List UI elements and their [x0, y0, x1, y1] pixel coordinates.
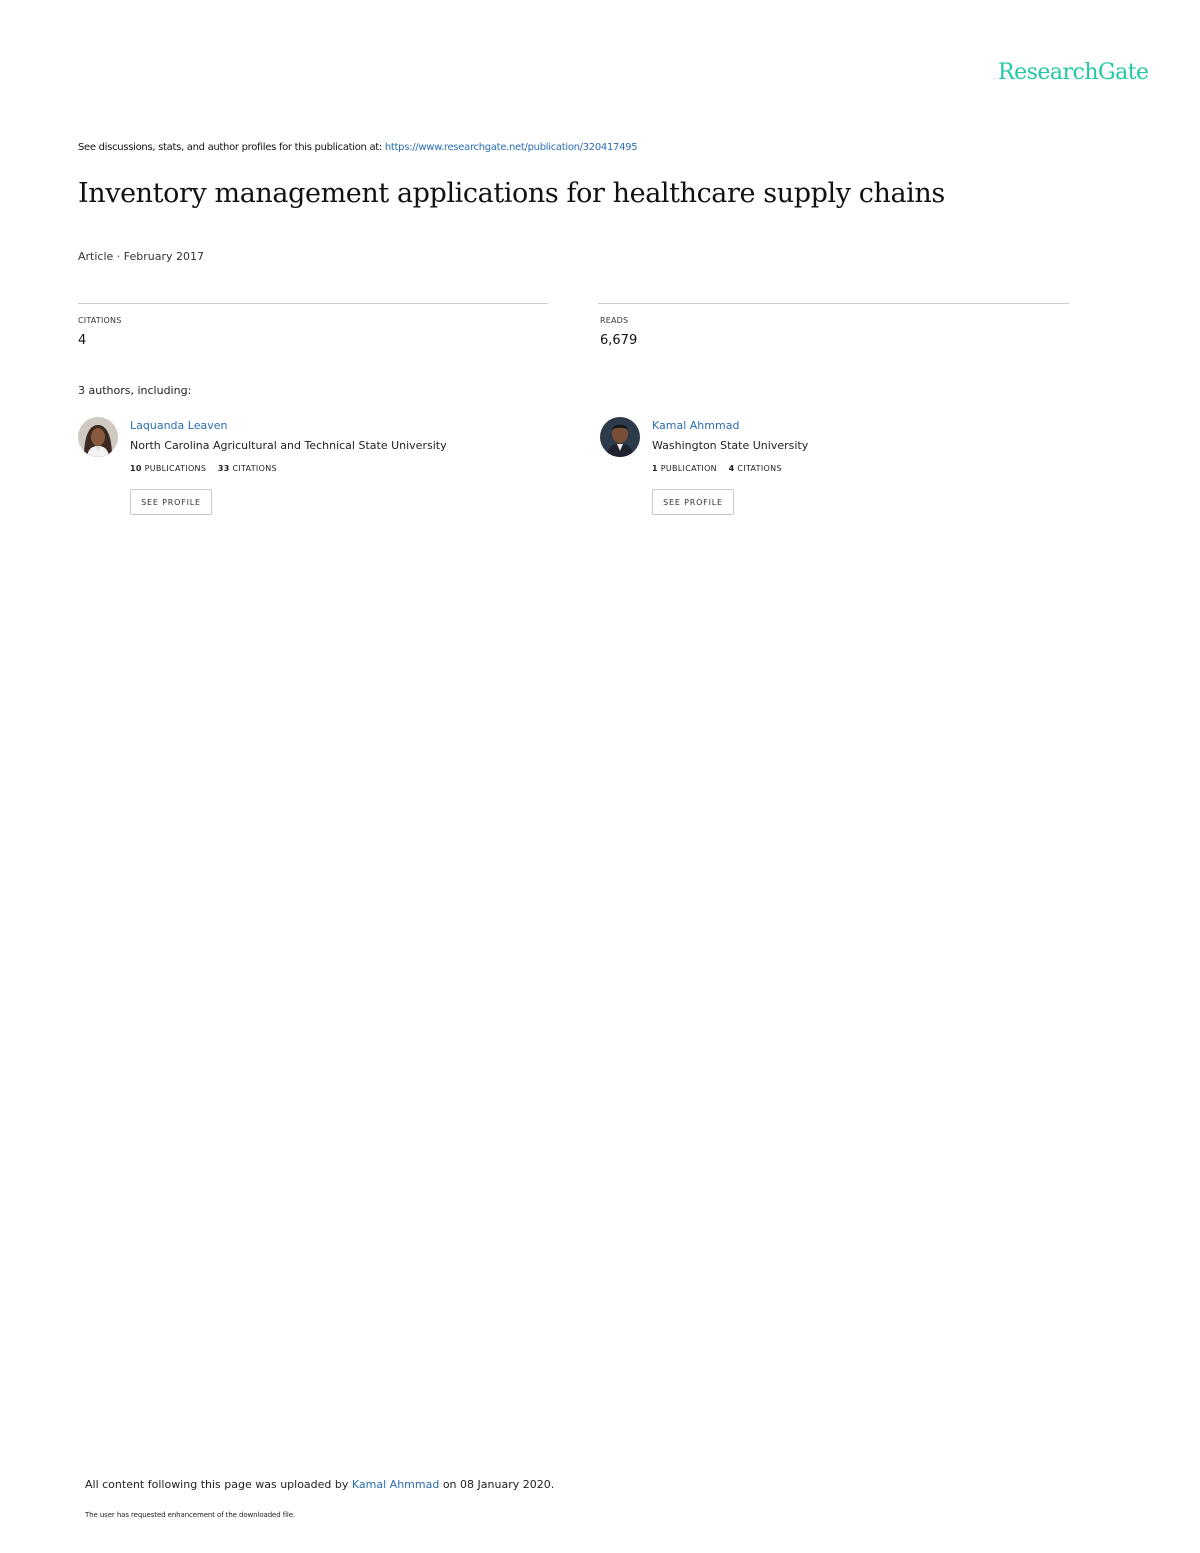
upload-prefix: All content following this page was uploaded by: [85, 1478, 349, 1491]
citations-label: CITATIONS: [232, 464, 277, 473]
publications-count: 10: [130, 464, 142, 473]
source-line: [78, 142, 637, 153]
source-prefix: See discussions, stats, and author profiles for this publication at:: [78, 142, 382, 153]
author-stats: [130, 464, 277, 473]
author-card: [78, 417, 538, 527]
publications-label: PUBLICATIONS: [144, 464, 207, 473]
citations-label: CITATIONS: [78, 316, 122, 325]
researchgate-logo[interactable]: ResearchGate: [998, 60, 1149, 85]
author-stats: [652, 464, 782, 473]
author-institution: North Carolina Agricultural and Technical State University: [130, 439, 447, 452]
citations-label: CITATIONS: [737, 464, 782, 473]
avatar[interactable]: [600, 417, 640, 457]
reads-value: 6,679: [600, 333, 638, 348]
publication-url-link[interactable]: https://www.researchgate.net/publication/320417495: [384, 142, 638, 153]
author-card: [600, 417, 1060, 527]
author-institution: Washington State University: [652, 439, 809, 452]
reads-divider: [598, 303, 1069, 304]
avatar[interactable]: [78, 417, 118, 457]
citations-value: 4: [78, 333, 87, 348]
citations-count: 4: [728, 464, 735, 473]
publications-label: PUBLICATION: [660, 464, 717, 473]
upload-suffix: on 08 January 2020.: [442, 1478, 555, 1491]
citations-divider: [78, 303, 548, 304]
upload-notice: [85, 1478, 554, 1491]
citations-count: 33: [217, 464, 230, 473]
authors-heading: 3 authors, including:: [78, 384, 192, 397]
author-name-link[interactable]: Laquanda Leaven: [130, 419, 228, 432]
uploader-link[interactable]: Kamal Ahmmad: [351, 1478, 440, 1491]
publication-title: Inventory management applications for healthcare supply chains: [78, 178, 945, 209]
download-note: The user has requested enhancement of the downloaded file.: [85, 1511, 296, 1519]
author-name-link[interactable]: Kamal Ahmmad: [652, 419, 740, 432]
reads-label: READS: [600, 316, 629, 325]
publication-meta: Article · February 2017: [78, 250, 205, 263]
see-profile-button[interactable]: SEE PROFILE: [652, 489, 734, 515]
publications-count: 1: [652, 464, 658, 473]
author-photo-icon: [600, 417, 640, 457]
author-photo-icon: [78, 417, 118, 457]
see-profile-button[interactable]: SEE PROFILE: [130, 489, 212, 515]
